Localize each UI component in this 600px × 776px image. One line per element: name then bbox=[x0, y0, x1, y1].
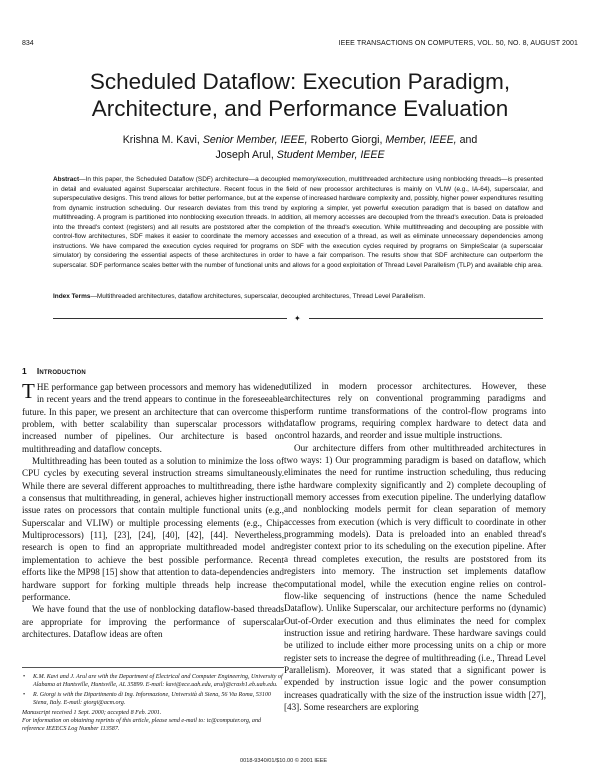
author-name: Roberto Giorgi, bbox=[310, 134, 383, 146]
diamond-icon: ✦ bbox=[294, 314, 301, 323]
reprints-note: For information on obtaining reprints of this article, please send e-mail to: tc@computer.org, and reference IEEECS Log Number 113587. bbox=[22, 717, 262, 732]
author-role: Student Member, IEEE bbox=[276, 149, 385, 161]
abstract-label: Abstract bbox=[53, 176, 80, 183]
copyright-line: 0018-9340/01/$10.00 © 2001 IEEE bbox=[240, 758, 328, 764]
drop-cap: T bbox=[22, 379, 35, 403]
separator-rule-left bbox=[53, 318, 287, 319]
paragraph: THE performance gap between processors and memory has widened in recent years and the trend appears to continue in the foreseeable future. In this paper, we present an architecture that can overcome this problem, with better scalability than superscalar processors with increased number of pipelines. Our architecture is based on multithreading and dataflow concepts. bbox=[22, 379, 284, 454]
right-column bbox=[284, 380, 546, 713]
author-role: Senior Member, IEEE, bbox=[202, 134, 308, 146]
left-column bbox=[22, 381, 284, 640]
running-head: IEEE TRANSACTIONS ON COMPUTERS, VOL. 50, NO. 8, AUGUST 2001 bbox=[338, 40, 578, 47]
title-line-2: Architecture, and Performance Evaluation bbox=[91, 96, 509, 121]
separator-rule-right bbox=[309, 318, 543, 319]
paper-title bbox=[20, 68, 580, 122]
index-terms-text: —Multithreaded architectures, dataflow architectures, superscalar, decoupled architectures, Thread Level Parallelism. bbox=[90, 293, 426, 300]
footnote: • K.M. Kavi and J. Arul are with the Department of Electrical and Computer Engineering, University of Alabama at Huntsville, Huntsville, AL 35899. E-mail: kavi@ece.uah.edu, arulj@crash1.eb.uah.edu. bbox=[23, 674, 283, 688]
abstract-text: —In this paper, the Scheduled Dataflow (SDF) architecture—a decoupled memory/execution, multithreaded architecture using nonblocking threads—is presented in detail and evaluated against Superscalar architecture. Recent focus in the field of new processor architectures is mainly on VLIW (e.g., IA-64), superscalar, and superspeculative designs. This trend allows for better performance, but at the expense of increased hardware complexity and, possibly, higher power expenditures resulting from dynamic instruction scheduling. Our research deviates from this trend by exploring a simpler, yet powerful execution paradigm that is based on dataflow and multithreading. A program is partitioned into nonblocking execution threads. In addition, all memory accesses are decoupled from the thread's execution. Data is preloaded into the thread's context (registers) and all results are poststored after the completion of the thread's execution. While multithreading and decoupling are possible with control-flow architectures, SDF makes it easier to coordinate the memory accesses and execution of a thread, as well as eliminate unnecessary dependencies among instructions. We have compared the execution cycles required for programs on SDF with the execution cycles required by programs on SimpleScalar (a superscalar simulator) by considering the essential aspects of these architectures in order to have a fair comparison. The results show that SDF architecture can outperform the superscalar. SDF performance scales better with the number of functional units and allows for a good exploitation of Thread Level Parallelism (TLP) and available chip area. bbox=[53, 176, 543, 269]
paragraph: Our architecture differs from other multithreaded architectures in two ways: 1) Our programming paradigm is based on dataflow, which eliminates the need for runtime instruction scheduling, thus reducing the hardware complexity significantly and 2) complete decoupling of all memory accesses from execution pipeline. The underlying dataflow and nonblocking models permit for clean separation of memory accesses from execution (which is very difficult to coordinate in other programming models). Data is preloaded into an enabled thread's register context prior to its scheduling on the execution pipeline. After a thread completes execution, the results are poststored from its registers into memory. The instruction set implements dataflow computational model, while the execution engine relies on control-flow-like sequencing of instructions (hence the name Scheduled Dataflow). Unlike Superscalar, our architecture performs no (dynamic) Out-of-Order execution and thus eliminates the need for complex instruction issue and retiring hardware. These hardware savings could be utilized to include either more processing units on a chip or more register sets to increase the degree of multithreading (i.e., Thread Level Parallelism). Moreover, it was stated that a significant power is expended by instruction issue logic and the power consumption increases quadratically with the size of the instruction issue width [27], [43]. Some researchers are exploring bbox=[284, 442, 546, 712]
author-conjunction: and bbox=[459, 134, 478, 146]
footnotes bbox=[22, 667, 284, 733]
paragraph: We have found that the use of nonblocking dataflow-based threads are appropriate for improving the performance of superscalar architectures. Dataflow ideas are often bbox=[22, 604, 284, 639]
author-name: Joseph Arul, bbox=[215, 149, 274, 161]
author-role: Member, IEEE, bbox=[385, 134, 457, 146]
author-list bbox=[20, 133, 580, 163]
page-number: 834 bbox=[22, 40, 34, 47]
section-separator bbox=[53, 314, 543, 324]
paragraph: utilized in modern processor architectures. However, these architectures rely on conventional programming paradigms and perform runtime transformations of the control-flow programs into dataflow programs, requiring complex hardware to detect data and control hazards, and reorder and issue multiple instructions. bbox=[284, 381, 546, 441]
index-terms-label: Index Terms bbox=[53, 293, 91, 300]
index-terms bbox=[53, 292, 553, 301]
section-heading bbox=[22, 366, 86, 376]
abstract bbox=[53, 175, 543, 270]
section-number: 1 bbox=[22, 366, 27, 376]
paragraph: Multithreading has been touted as a solution to minimize the loss of CPU cycles by executing several instruction streams simultaneously. While there are several different approaches to multithreading, there is a consensus that multithreading, in general, achieves higher instruction issue rates on processors that contain multiple functional units (e.g., Superscalar and VLIW) or multiple processing elements (e.g., Chip Multiprocessors) [11], [23], [24], [40], [42], [44]. Nevertheless, research is open to find an appropriate multithreaded model and implementation to achieve the best possible performance. Recent efforts like the MP98 [15] show that attention to data-dependencies and hardware support for forking multiple threads help increase the performance. bbox=[22, 456, 284, 602]
bullet-icon: • bbox=[23, 692, 26, 699]
author-name: Krishna M. Kavi, bbox=[122, 134, 200, 146]
footnote: • R. Giorgi is with the Dipartimento di Ing. Informazione, Università di Siena, 56 Via Roma, 53100 Siena, Italy. E-mail: giorgi@acm.org. bbox=[23, 692, 271, 706]
manuscript-note: Manuscript received 1 Sept. 2000; accepted 8 Feb. 2001. bbox=[22, 710, 162, 717]
section-title: Introduction bbox=[36, 366, 86, 376]
bullet-icon: • bbox=[23, 674, 26, 680]
title-line-1: Scheduled Dataflow: Execution Paradigm, bbox=[89, 69, 511, 94]
